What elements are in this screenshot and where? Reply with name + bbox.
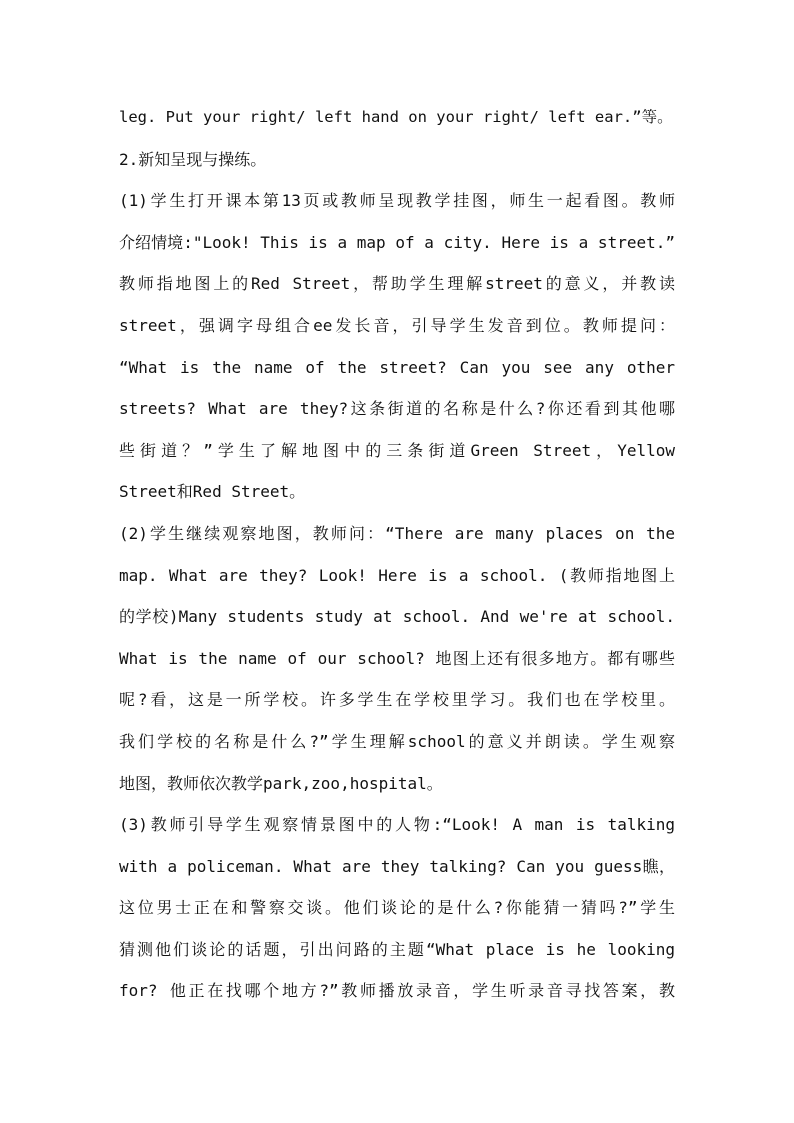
- text-line: 介绍情境:"Look! This is a map of a city. Here is a street.”: [119, 232, 675, 252]
- text-line: (2)学生继续观察地图，教师问：“There are many places on the: [119, 523, 675, 543]
- text-line: with a policeman. What are they talking? Can you guess瞧，: [119, 856, 675, 876]
- text-line: leg. Put your right/ left hand on your right/ left ear.”等。: [119, 108, 673, 126]
- text-line: 些街道？”学生了解地图中的三条街道Green Street，Yellow: [119, 440, 675, 460]
- text-line: street，强调字母组合ee发长音，引导学生发音到位。教师提问：: [119, 315, 675, 335]
- text-line: streets? What are they?这条街道的名称是什么?你还看到其他哪: [119, 399, 675, 419]
- text-line: (1)学生打开课本第13页或教师呈现教学挂图，师生一起看图。教师: [119, 191, 675, 211]
- text-line: 教师指地图上的Red Street，帮助学生理解street的意义，并教读: [119, 274, 675, 294]
- document-body: [119, 97, 675, 1012]
- text-line: 猜测他们谈论的话题，引出问路的主题“What place is he looking: [119, 939, 675, 959]
- text-line: (3)教师引导学生观察情景图中的人物:“Look! A man is talking: [119, 815, 675, 835]
- text-line: map. What are they? Look! Here is a school. (教师指地图上: [119, 565, 675, 585]
- text-line: for? 他正在找哪个地方?”教师播放录音，学生听录音寻找答案，教: [119, 981, 675, 1001]
- text-line: 呢?看，这是一所学校。许多学生在学校里学习。我们也在学校里。: [119, 690, 675, 710]
- text-line: Street和Red Street。: [119, 482, 306, 502]
- text-line: “What is the name of the street? Can you see any other: [119, 357, 675, 377]
- text-line: What is the name of our school? 地图上还有很多地方。都有哪些: [119, 648, 675, 668]
- text-line: 我们学校的名称是什么?”学生理解school的意义并朗读。学生观察: [119, 731, 675, 751]
- text-line: 的学校)Many students study at school. And we're at school.: [119, 607, 675, 627]
- section-heading: 2.新知呈现与操练。: [119, 149, 267, 169]
- text-line: 这位男士正在和警察交谈。他们谈论的是什么?你能猜一猜吗?”学生: [119, 898, 675, 918]
- text-line: 地图，教师依次教学park,zoo,hospital。: [119, 773, 443, 793]
